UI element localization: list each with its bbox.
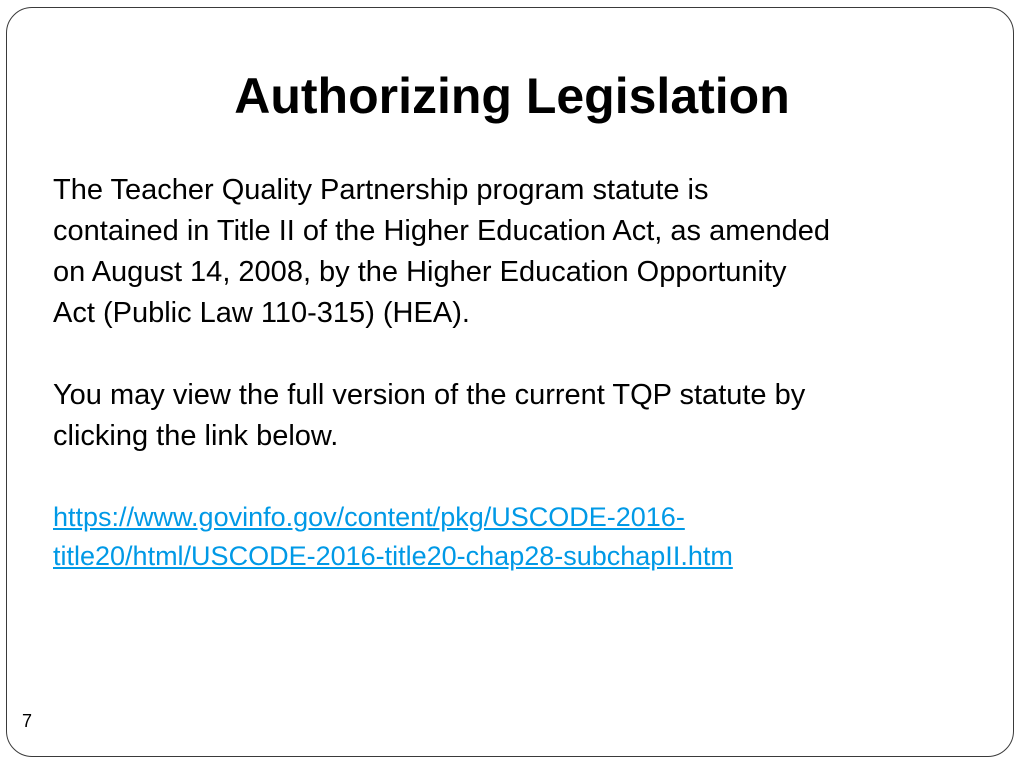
paragraph-view-statute	[53, 375, 993, 457]
paragraph-line: clicking the link below.	[53, 420, 339, 452]
paragraph-line: The Teacher Quality Partnership program statute is	[53, 174, 709, 206]
paragraph-line: contained in Title II of the Higher Education Act, as amended	[53, 215, 831, 247]
paragraph-line: on August 14, 2008, by the Higher Education Opportunity	[53, 256, 787, 288]
statute-link-line[interactable]: https://www.govinfo.gov/content/pkg/USCODE-2016-	[53, 502, 685, 532]
paragraph-statute	[53, 170, 993, 334]
paragraph-line: You may view the full version of the current TQP statute by	[53, 379, 806, 411]
slide-title: Authorizing Legislation	[234, 68, 790, 124]
page-number: 7	[22, 711, 33, 731]
slide-body	[53, 170, 993, 576]
paragraph-line: Act (Public Law 110-315) (HEA).	[53, 297, 470, 329]
statute-link-line[interactable]: title20/html/USCODE-2016-title20-chap28-subchapII.htm	[53, 541, 733, 571]
statute-link[interactable]	[53, 498, 993, 576]
